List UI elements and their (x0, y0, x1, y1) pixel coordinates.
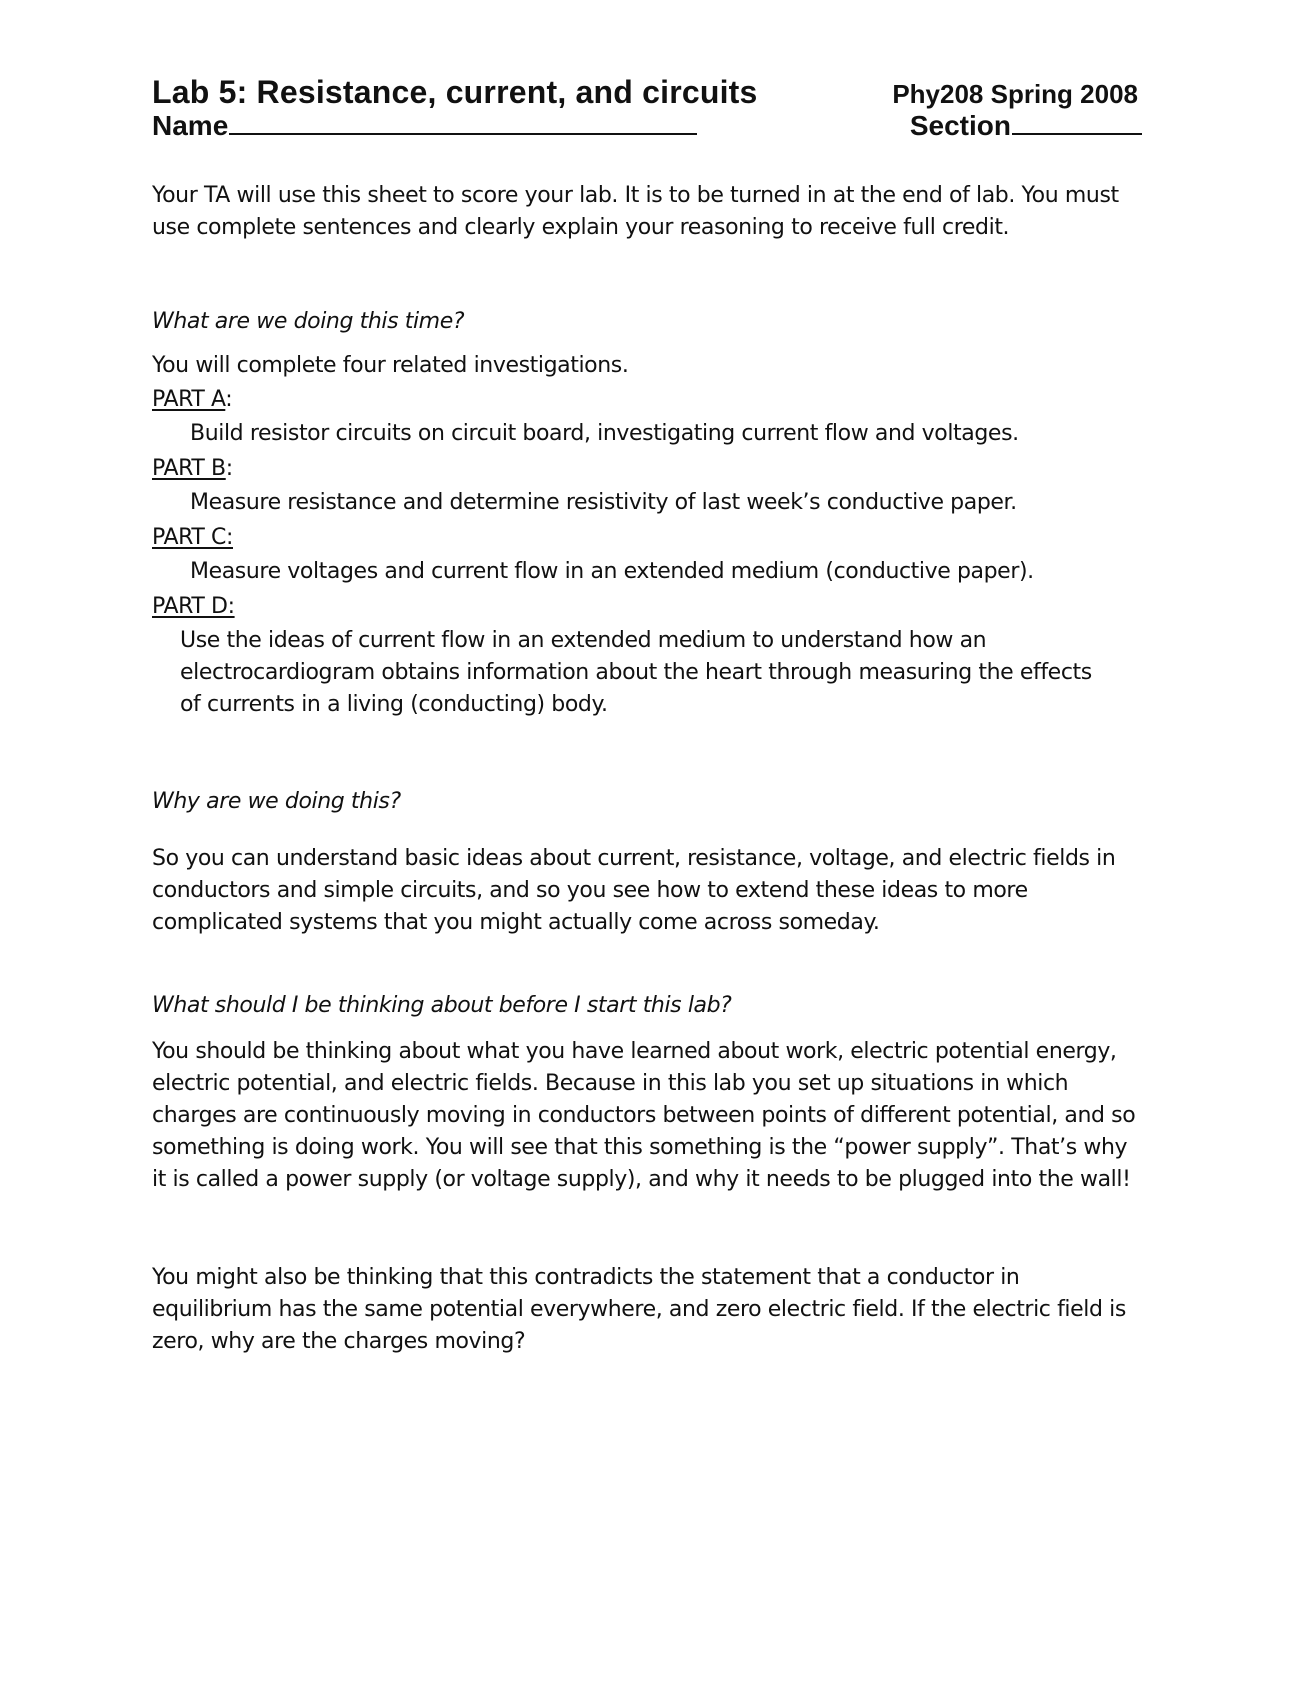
why-paragraph: So you can understand basic ideas about current, resistance, voltage, and electric fields in conductors and simple circuits, and so you see how to extend these ideas to more complicated systems that you might actually come across someday. (152, 846, 1116, 935)
part-d-text-line-3: of currents in a living (conducting) body. (180, 692, 608, 717)
section-heading-what: What are we doing this time? (152, 309, 465, 334)
part-a-text: Build resistor circuits on circuit board, investigating current flow and voltages. (190, 421, 1019, 446)
lab-title: Lab 5: Resistance, current, and circuits (152, 74, 758, 110)
part-a-heading (152, 387, 232, 412)
section-field (910, 110, 1142, 142)
course-label: Phy208 Spring 2008 (892, 79, 1138, 109)
part-d-label: PART D: (152, 594, 235, 619)
intro-paragraph: Your TA will use this sheet to score your lab. It is to be turned in at the end of lab. You must use complete sentences and clearly explain your reasoning to receive full credit. (152, 183, 1119, 240)
investigations-lead: You will complete four related investigations. (152, 353, 629, 378)
part-c-label: PART C: (152, 525, 233, 550)
part-d-text-line-2: electrocardiogram obtains information about the heart through measuring the effects (180, 660, 1092, 685)
section-heading-why: Why are we doing this? (152, 789, 401, 814)
section-heading-thinking: What should I be thinking about before I start this lab? (152, 993, 732, 1018)
part-a-colon: : (225, 387, 233, 412)
name-section-row (152, 110, 1142, 142)
thinking-paragraph-2: You might also be thinking that this contradicts the statement that a conductor in equilibrium has the same potential everywhere, and zero electric field. If the electric field is zero, why are the charges moving? (152, 1265, 1126, 1354)
name-field (152, 110, 697, 142)
part-b-text: Measure resistance and determine resistivity of last week’s conductive paper. (190, 490, 1017, 515)
name-label: Name (152, 110, 229, 141)
section-label: Section (909, 110, 1011, 141)
part-b-heading (152, 456, 233, 481)
part-b-colon: : (225, 456, 233, 481)
part-d-heading (152, 594, 235, 619)
part-b-label: PART B (152, 456, 226, 481)
part-d-text-line-1: Use the ideas of current flow in an extended medium to understand how an (180, 628, 987, 653)
title-row (152, 74, 1142, 111)
part-c-text: Measure voltages and current flow in an extended medium (conductive paper). (190, 559, 1034, 584)
thinking-paragraph-1: You should be thinking about what you have learned about work, electric potential energy, electric potential, and electric fields. Because in this lab you set up situations in which charges are continuously moving in conductors between points of different potential, and so something is doing work. You will see that this something is the “power supply”. That’s why it is called a power supply (or voltage supply), and why it needs to be plugged into the wall! (152, 1039, 1136, 1192)
section-blank-line (1012, 111, 1142, 135)
part-c-heading (152, 525, 233, 550)
part-a-label: PART A (152, 387, 226, 412)
name-blank-line (229, 111, 697, 135)
